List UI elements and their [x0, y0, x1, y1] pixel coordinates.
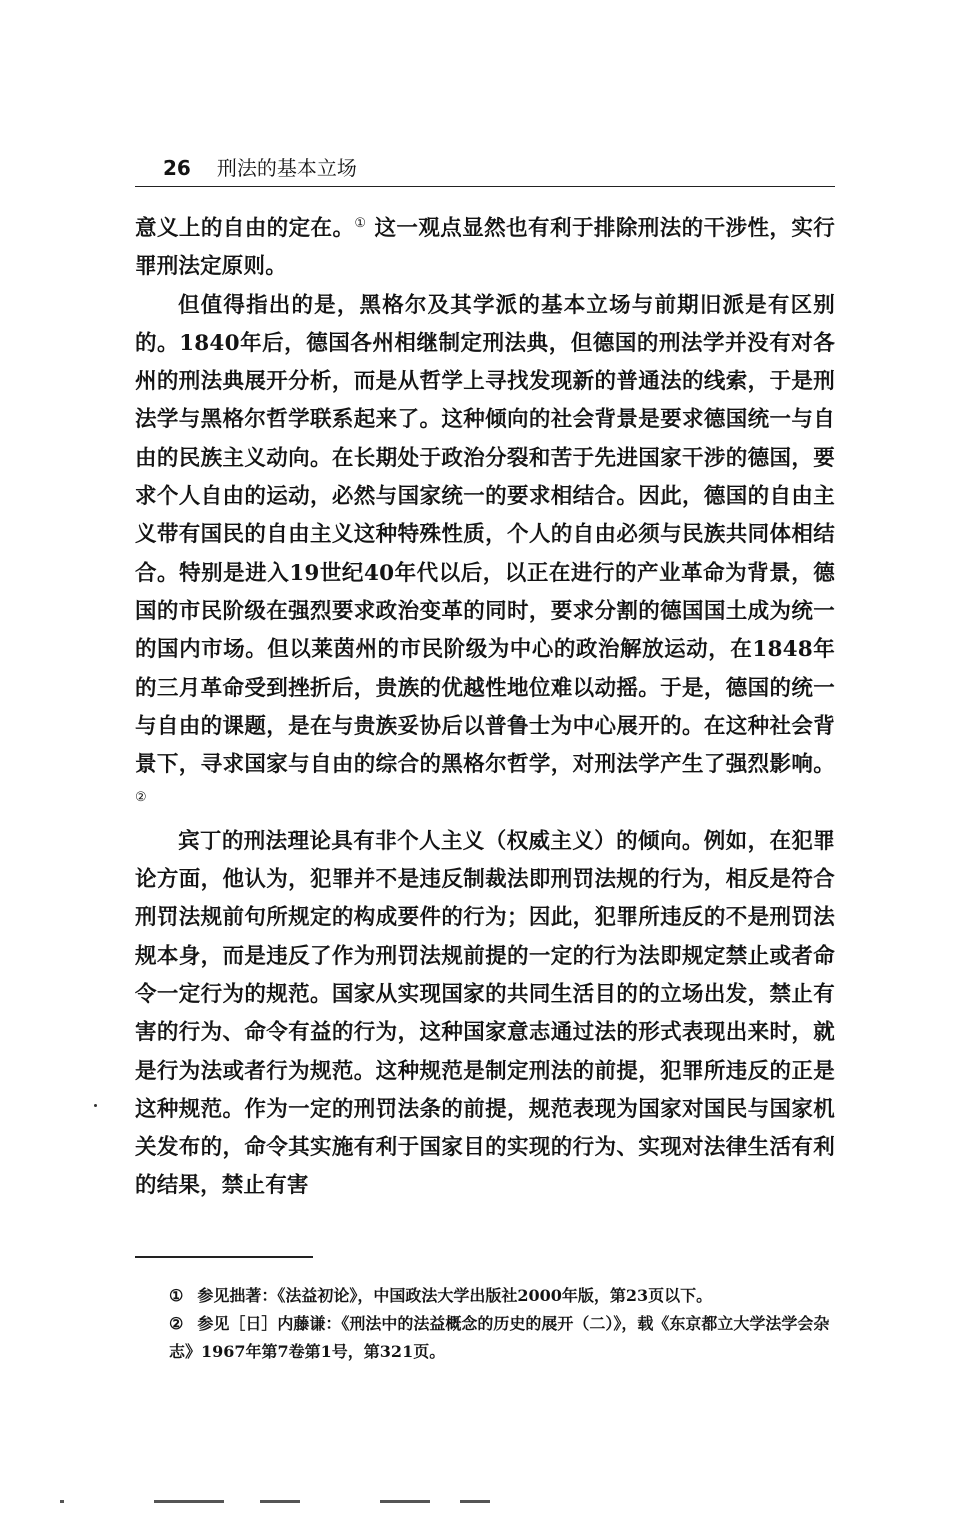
scan-artifacts — [60, 1500, 500, 1512]
paragraph-2 — [135, 287, 835, 823]
footnotes — [135, 1282, 835, 1366]
body-text — [135, 210, 835, 1206]
footnote-divider — [135, 1256, 313, 1258]
footnote-ref-1: ① — [354, 215, 367, 231]
paragraph-2-text: 但值得指出的是，黑格尔及其学派的基本立场与前期旧派是有区别的。1840年后，德国各州相继制定刑法典，但德国的刑法学并没有对各州的刑法典展开分析，而是从哲学上寻找发现新的普通法的线索，于是刑法学与黑格尔哲学联系起来了。这种倾向的社会背景是要求德国统一与自由的民族主义动向。在长期处于政治分裂和苦于先进国家干涉的德国，要求个人自由的运动，必然与国家统一的要求相结合。因此，德国的自由主义带有国民的自由主义这种特殊性质，个人的自由必须与民族共同体相结合。特别是进入19世纪40年代以后，以正在进行的产业革命为背景，德国的市民阶级在强烈要求政治变革的同时，要求分割的德国国土成为统一的国内市场。但以莱茵州的市民阶级为中心的政治解放运动，在1848年的三月革命受到挫折后，贵族的优越性地位难以动摇。于是，德国的统一与自由的课题，是在与贵族妥协后以普鲁士为中心展开的。在这种社会背景下，寻求国家与自由的综合的黑格尔哲学，对刑法学产生了强烈影响。 — [135, 292, 835, 778]
footnote-1-mark: ① — [169, 1286, 184, 1305]
footnote-1 — [135, 1282, 835, 1310]
footnote-1-text: 参见拙著：《法益初论》，中国政法大学出版社2000年版，第23页以下。 — [197, 1286, 713, 1305]
footnote-2-mark: ② — [169, 1314, 184, 1333]
footnote-ref-2: ② — [135, 790, 147, 806]
footnote-2 — [135, 1310, 835, 1366]
running-title: 刑法的基本立场 — [216, 156, 357, 180]
footnote-2-text: 参见［日］内藤谦：《刑法中的法益概念的历史的展开（二）》，载《东京都立大学法学会杂志》1967年第7卷第1号，第321页。 — [169, 1314, 830, 1361]
paragraph-3: 宾丁的刑法理论具有非个人主义（权威主义）的倾向。例如，在犯罪论方面，他认为，犯罪并不是违反制裁法即刑罚法规的行为，相反是符合刑罚法规前句所规定的构成要件的行为；因此，犯罪所违反的不是刑罚法规本身，而是违反了作为刑罚法规前提的一定的行为法即规定禁止或者命令一定行为的规范。国家从实现国家的共同生活目的的立场出发，禁止有害的行为、命令有益的行为，这种国家意志通过法的形式表现出来时，就是行为法或者行为规范。这种规范是制定刑法的前提，犯罪所违反的正是这种规范。作为一定的刑罚法条的前提，规范表现为国家对国民与国家机关发布的，命令其实施有利于国家目的实现的行为、实现对法律生活有利的结果，禁止有害 — [135, 828, 835, 1199]
paragraph-1-text-cont: 这一观点显然也有利于排除刑法的干涉性，实行罪刑法定原则。 — [135, 216, 836, 280]
page-number: 26 — [163, 156, 191, 180]
paragraph-1-text: 意义上的自由的定在。 — [135, 216, 355, 241]
paragraph-1 — [135, 210, 835, 287]
page-header — [135, 150, 835, 187]
scan-speck — [94, 1104, 97, 1107]
